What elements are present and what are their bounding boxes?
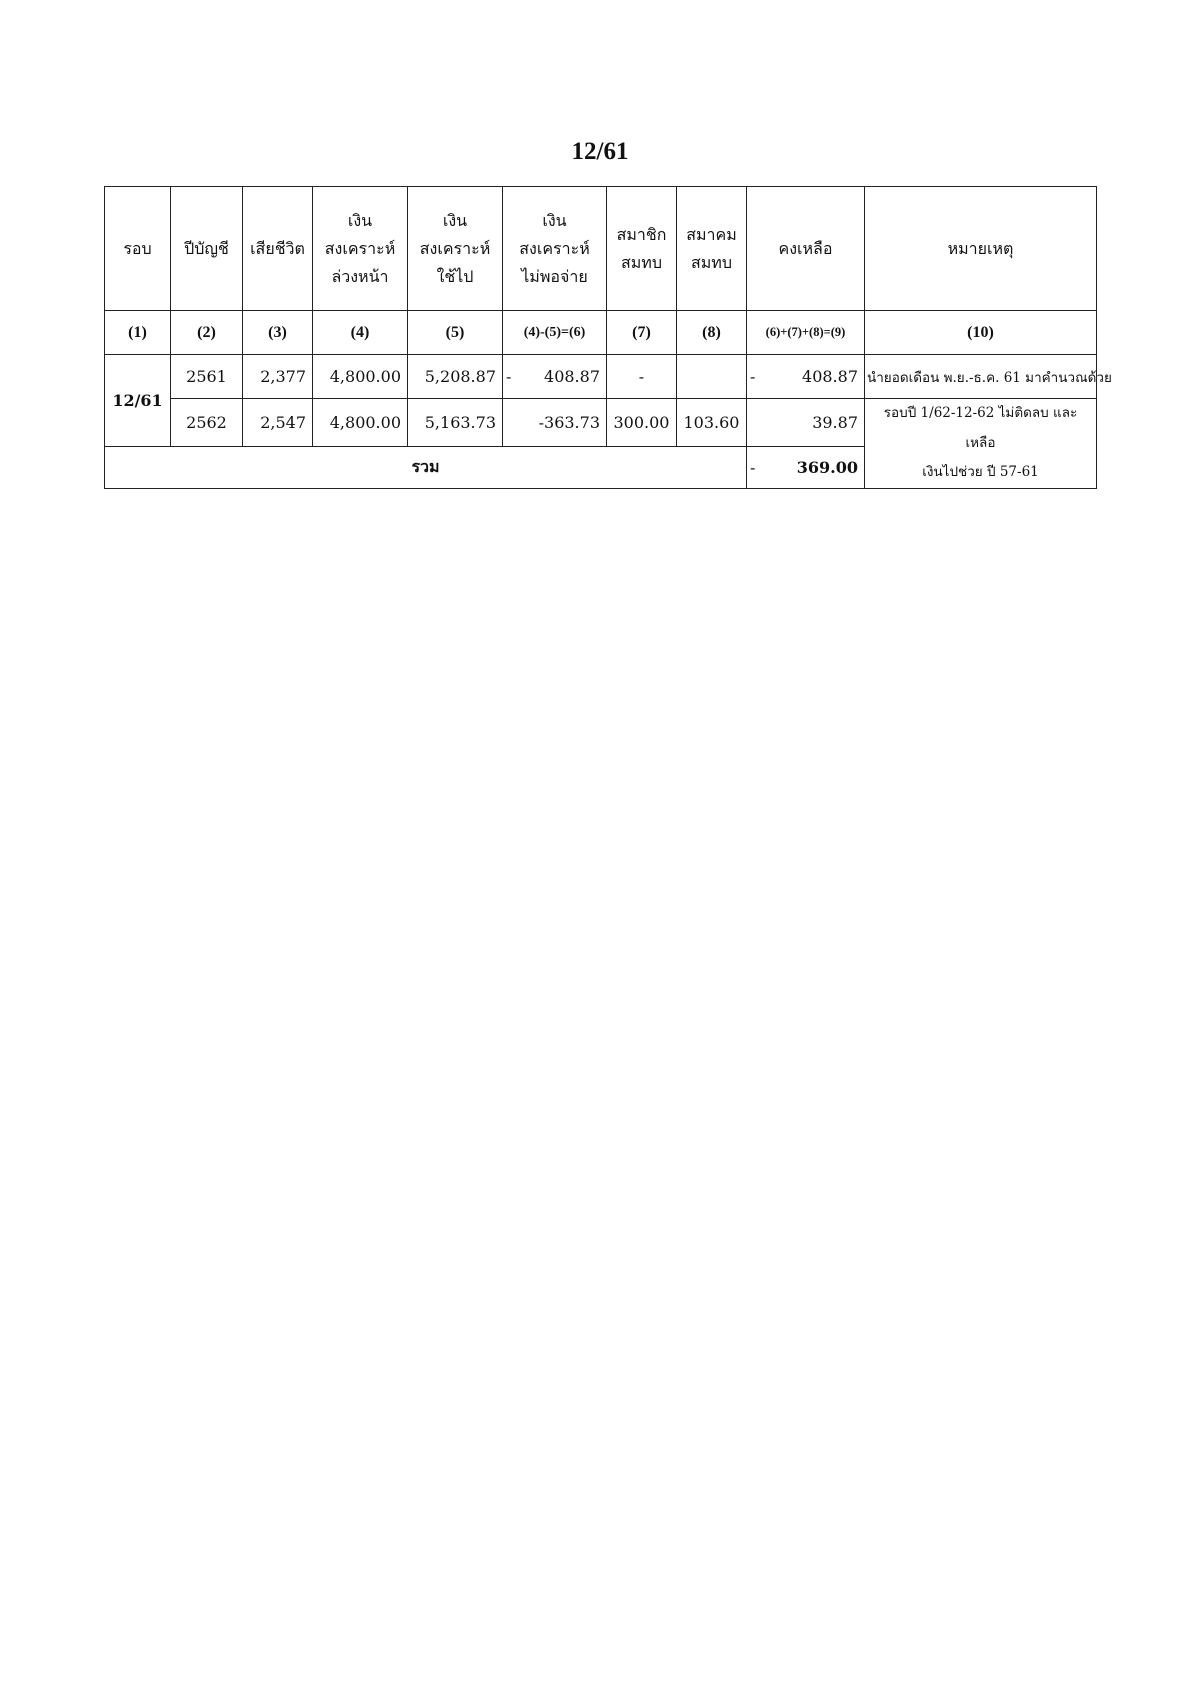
row1-advance: 4,800.00 [313, 355, 408, 399]
total-label: รวม [105, 447, 747, 489]
header-member-line2: สมทบ [620, 252, 662, 272]
row2-remark-line1: รอบปี 1/62-12-62 ไม่ติดลบ และเหลือ [883, 405, 1078, 451]
total-sign: - [750, 458, 756, 478]
header-advance-line2: สงเคราะห์ [324, 238, 396, 258]
summary-table [104, 186, 1112, 489]
header-member-line1: สมาชิก [616, 224, 667, 244]
col-num-6: (4)-(5)=(6) [503, 311, 607, 355]
header-round: รอบ [105, 187, 171, 311]
col-num-7: (7) [607, 311, 677, 355]
col-num-5: (5) [408, 311, 503, 355]
col-num-1: (1) [105, 311, 171, 355]
column-number-row [105, 311, 1097, 355]
header-advance [313, 187, 408, 311]
row1-remaining-cell [747, 355, 865, 399]
row1-assoc [677, 355, 747, 399]
total-value: 369.00 [796, 458, 858, 478]
row2-advance: 4,800.00 [313, 399, 408, 447]
header-used-line3: ใช้ไป [436, 266, 474, 286]
row1-deceased: 2,377 [243, 355, 313, 399]
header-remaining: คงเหลือ [747, 187, 865, 311]
header-advance-line3: ล่วงหน้า [331, 266, 389, 286]
header-account-year: ปีบัญชี [171, 187, 243, 311]
col-num-4: (4) [313, 311, 408, 355]
header-assoc-line1: สมาคม [686, 224, 737, 244]
row2-remaining: 39.87 [812, 413, 858, 433]
row1-used: 5,208.87 [408, 355, 503, 399]
header-advance-line1: เงิน [347, 210, 373, 230]
row2-remark [865, 399, 1097, 489]
row1-insufficient-cell [503, 355, 607, 399]
row2-year: 2562 [171, 399, 243, 447]
row2-member: 300.00 [607, 399, 677, 447]
header-row [105, 187, 1097, 311]
row1-remark: นำยอดเดือน พ.ย.-ธ.ค. 61 มาคำนวณด้วย [865, 355, 1097, 399]
header-insufficient-line2: สงเคราะห์ [519, 238, 590, 258]
header-insufficient [503, 187, 607, 311]
header-insufficient-line1: เงิน [542, 210, 567, 230]
col-num-8: (8) [677, 311, 747, 355]
header-deceased: เสียชีวิต [243, 187, 313, 311]
header-member-contrib [607, 187, 677, 311]
header-insufficient-line3: ไม่พอจ่าย [521, 266, 588, 286]
row2-remaining-cell [747, 399, 865, 447]
row1-year: 2561 [171, 355, 243, 399]
col-num-2: (2) [171, 311, 243, 355]
row2-deceased: 2,547 [243, 399, 313, 447]
row1-insufficient: 408.87 [544, 367, 600, 386]
col-num-9: (6)+(7)+(8)=(9) [747, 311, 865, 355]
row2-remark-line2: เงินไปช่วย ปี 57-61 [922, 464, 1039, 481]
table-row [105, 399, 1097, 447]
page-title: 12/61 [571, 138, 629, 165]
col-num-10: (10) [865, 311, 1097, 355]
row2-assoc: 103.60 [677, 399, 747, 447]
row1-insufficient-sign: - [506, 367, 512, 386]
col-num-3: (3) [243, 311, 313, 355]
row1-member: - [607, 355, 677, 399]
table-row [105, 355, 1097, 399]
row2-insufficient: -363.73 [538, 413, 600, 433]
header-assoc-contrib [677, 187, 747, 311]
header-used [408, 187, 503, 311]
row2-used: 5,163.73 [408, 399, 503, 447]
header-assoc-line2: สมทบ [690, 252, 732, 272]
header-used-line2: สงเคราะห์ [419, 238, 491, 258]
header-remarks: หมายเหตุ [865, 187, 1097, 311]
header-used-line1: เงิน [442, 210, 468, 230]
row1-remaining-sign: - [750, 367, 756, 386]
round-label: 12/61 [105, 355, 171, 447]
total-cell [747, 447, 865, 489]
row2-insufficient-cell [503, 399, 607, 447]
row1-remaining: 408.87 [802, 367, 858, 386]
